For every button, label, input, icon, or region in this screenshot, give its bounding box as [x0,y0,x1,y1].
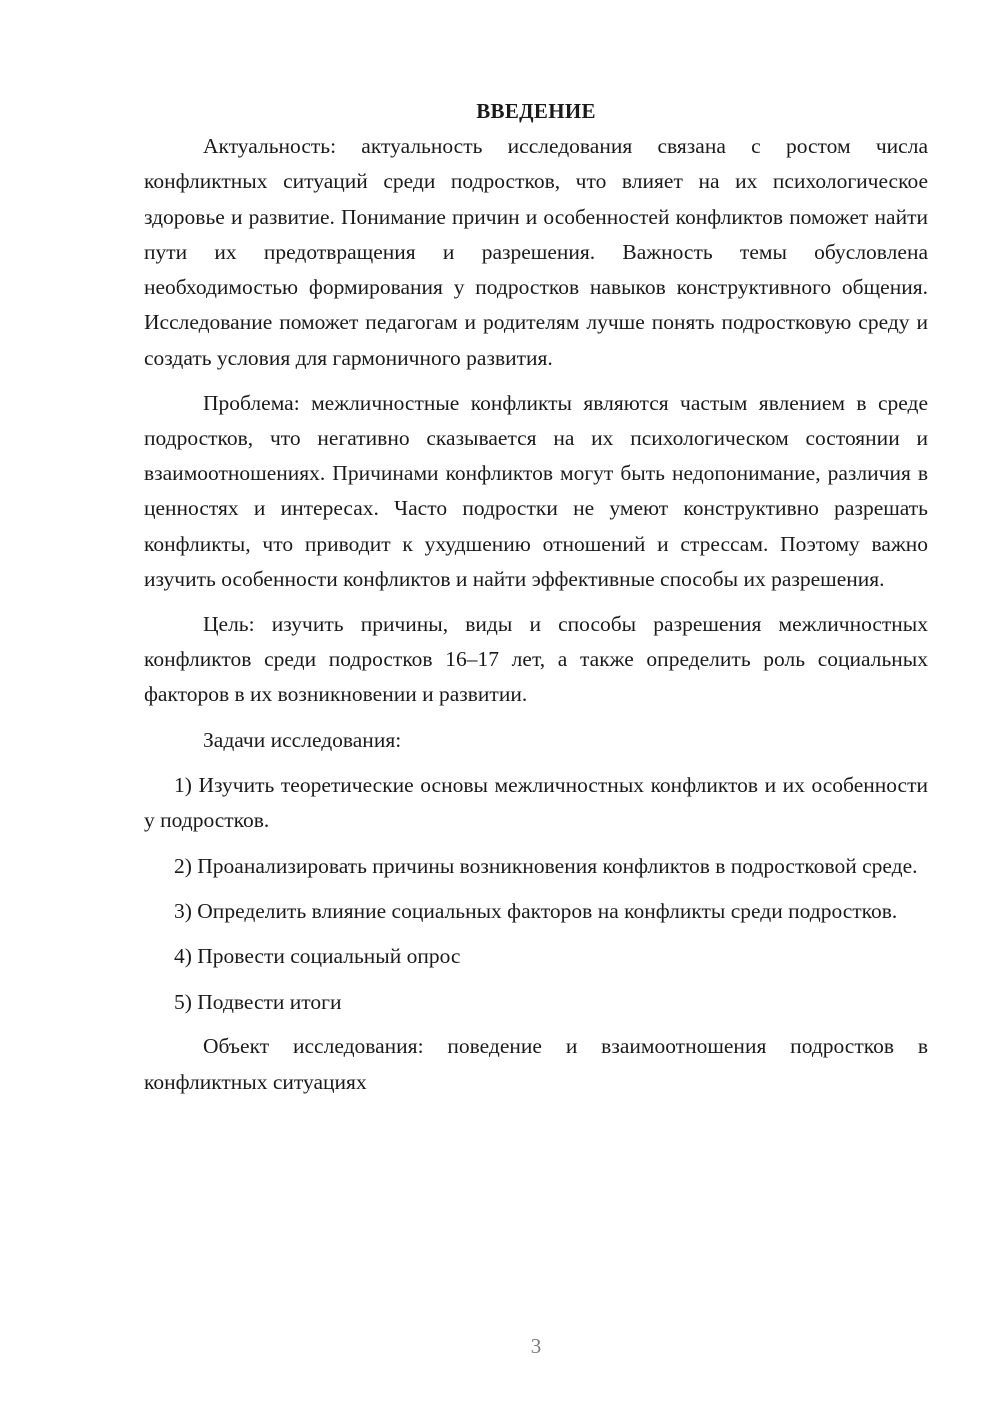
goal-paragraph: Цель: изучить причины, виды и способы разрешения межличностных конфликтов среди подростков 16–17 лет, а также определить роль социальных факторов в их возникновении и развитии. [144,611,928,707]
page-number: 3 [530,1334,542,1358]
object-paragraph: Объект исследования: поведение и взаимоотношения подростков в конфликтных ситуациях [144,1034,928,1094]
task-item: 4) Провести социальный опрос [174,944,461,969]
tasks-title: Задачи исследования: [203,727,402,752]
task-item: 5) Подвести итоги [174,989,342,1014]
task-item: 3) Определить влияние социальных факторов на конфликты среди подростков. [174,898,898,923]
task-item: 2) Проанализировать причины возникновения конфликтов в подростковой среде. [174,853,918,878]
section-heading: ВВЕДЕНИЕ [476,99,596,123]
page-content [144,94,928,1100]
problem-paragraph: Проблема: межличностные конфликты являются частым явлением в среде подростков, что негативно сказывается на их психологическом состоянии и взаимоотношениях. Причинами конфликтов могут быть недопонимание, различия в ценностях и интересах. Часто подростки не умеют конструктивно разрешать конфликты, что приводит к ухудшению отношений и стрессам. Поэтому важно изучить особенности конфликтов и найти эффективные способы их разрешения. [144,390,928,592]
relevance-paragraph: Актуальность: актуальность исследования связана с ростом числа конфликтных ситуаций среди подростков, что влияет на их психологическое здоровье и развитие. Понимание причин и особенностей конфликтов поможет найти пути их предотвращения и разрешения. Важность темы обусловлена необходимостью формирования у подростков навыков конструктивного общения. Исследование поможет педагогам и родителям лучше понять подростковую среду и создать условия для гармоничного развития. [144,134,928,370]
task-item: 1) Изучить теоретические основы межличностных конфликтов и их особенности у подростков. [144,773,928,833]
